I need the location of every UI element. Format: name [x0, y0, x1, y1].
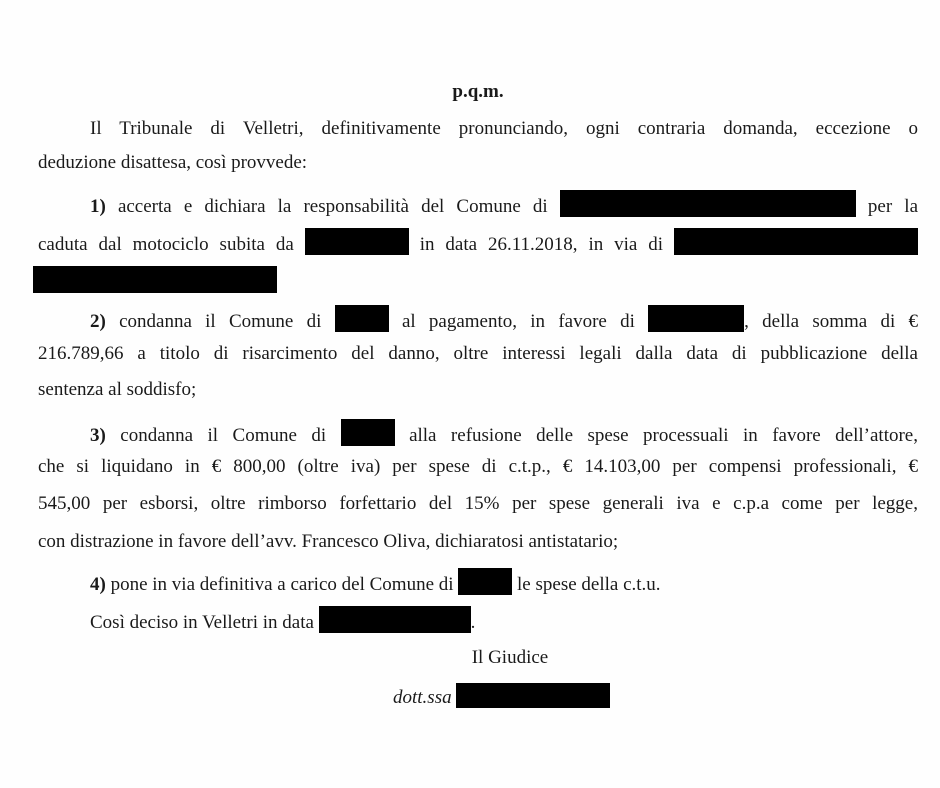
redaction-bar [319, 606, 471, 633]
item-1-line-1: 1) accerta e dichiara la responsabilità del Comune di per la [38, 190, 918, 219]
redaction-bar [456, 683, 610, 708]
item-number: 1) [90, 196, 106, 217]
closing-line: Così deciso in Velletri in data . [38, 606, 918, 635]
redaction-bar [335, 305, 389, 332]
item-3-line-3: 545,00 per esborsi, oltre rimborso forfettario del 15% per spese generali iva e c.p.a come per legge, [38, 493, 918, 514]
item-2-line-1: 2) condanna il Comune di al pagamento, in favore di , della somma di € [38, 305, 918, 334]
signature-title: Il Giudice [471, 647, 549, 668]
redaction-bar [305, 228, 409, 255]
heading: p.q.m. [452, 81, 504, 102]
intro-line-2: deduzione disattesa, così provvede: [38, 152, 308, 173]
redaction-bar [341, 419, 395, 446]
item-2-line-2: 216.789,66 a titolo di risarcimento del danno, oltre interessi legali dalla data di pubblicazione della [38, 343, 918, 364]
item-4-line-1: 4) pone in via definitiva a carico del Comune di le spese della c.t.u. [38, 568, 918, 597]
redaction-bar [674, 228, 918, 255]
item-3-line-1: 3) condanna il Comune di alla refusione delle spese processuali in favore dell’attore, [38, 419, 918, 448]
item-3-line-4: con distrazione in favore dell’avv. Francesco Oliva, dichiaratosi antistatario; [38, 531, 619, 552]
redaction-bar [648, 305, 744, 332]
item-1-line-2: caduta dal motociclo subita da in data 26.11.2018, in via di [38, 228, 918, 257]
intro-line-1: Il Tribunale di Velletri, definitivamente pronunciando, ogni contraria domanda, eccezione o [90, 118, 918, 139]
item-number: 3) [90, 425, 106, 446]
item-2-line-3: sentenza al soddisfo; [38, 379, 197, 400]
item-number: 4) [90, 574, 106, 595]
item-3-line-2: che si liquidano in € 800,00 (oltre iva) per spese di c.t.p., € 14.103,00 per compensi professionali, € [38, 456, 918, 477]
redaction-bar [560, 190, 856, 217]
redaction-bar [33, 266, 277, 293]
item-number: 2) [90, 311, 106, 332]
signature-name: dott.ssa [393, 683, 610, 710]
redaction-bar [458, 568, 512, 595]
